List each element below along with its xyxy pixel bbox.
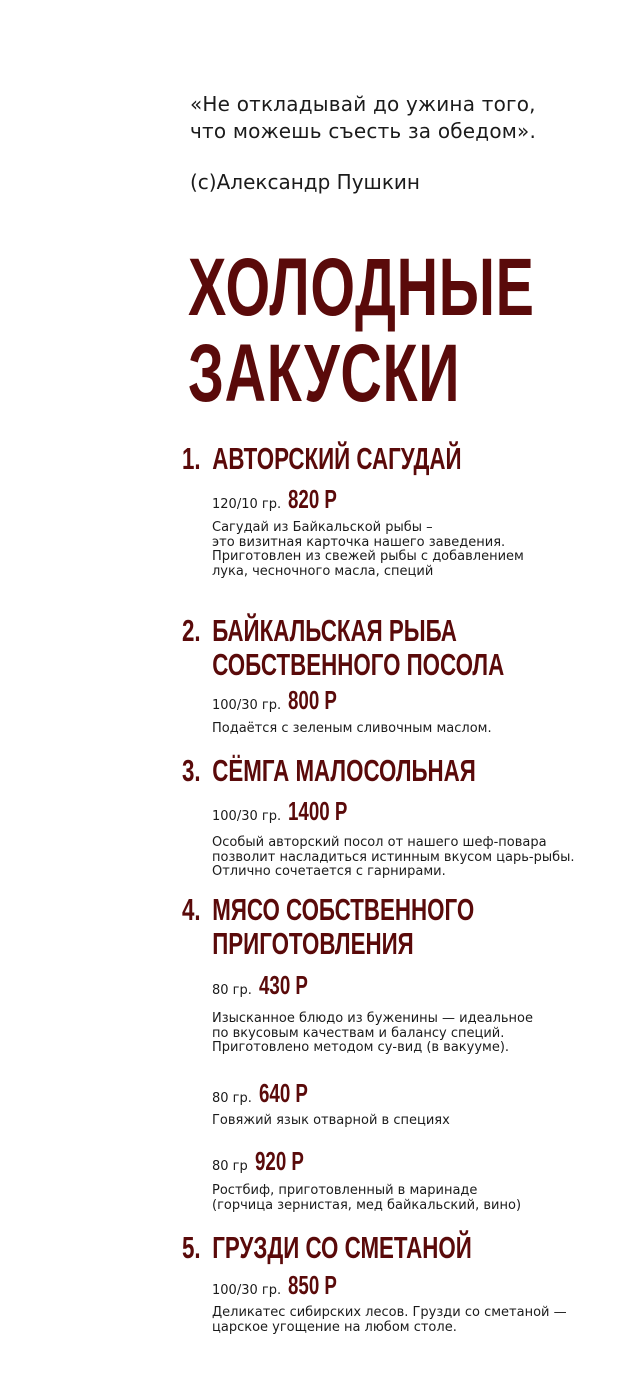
item-number: 5. (182, 1230, 201, 1265)
price-row (212, 971, 327, 999)
item-price: 820 Р (288, 484, 338, 514)
item-weight: 80 гр. (212, 1091, 252, 1106)
item-number: 2. (182, 613, 201, 648)
item-weight: 100/30 гр. (212, 698, 282, 713)
quote-line: «Не откладывай до ужина того, (190, 92, 536, 116)
item-price: 850 Р (288, 1270, 338, 1300)
item-name: БАЙКАЛЬСКАЯ РЫБА (212, 613, 457, 648)
price-row (212, 1271, 356, 1299)
item-weight: 100/30 гр. (212, 1283, 282, 1298)
item-description: Говяжий язык отварной в специях (212, 1113, 450, 1128)
item-price: 920 Р (254, 1146, 304, 1176)
item-name: СЁМГА МАЛОСОЛЬНАЯ (212, 753, 476, 788)
price-row (212, 485, 356, 513)
menu-item-title (182, 754, 476, 788)
price-row (212, 1147, 323, 1175)
item-number: 1. (182, 441, 201, 476)
quote-line: что можешь съесть за обедом». (190, 119, 537, 143)
item-name: ГРУЗДИ СО СМЕТАНОЙ (212, 1230, 472, 1265)
price-row (212, 686, 356, 714)
item-number: 3. (182, 753, 201, 788)
epigraph-quote (190, 91, 536, 145)
item-description: Деликатес сибирских лесов. Грузди со сметаной — царское угощение на любом столе. (212, 1305, 567, 1335)
item-price: 800 Р (288, 685, 338, 715)
price-row (212, 1079, 327, 1107)
item-weight: 80 гр (212, 1159, 248, 1174)
item-name-line2: ПРИГОТОВЛЕНИЯ (212, 926, 414, 961)
menu-item-title (182, 1231, 472, 1265)
item-weight: 100/30 гр. (212, 809, 282, 824)
item-number: 4. (182, 892, 201, 927)
item-weight: 80 гр. (212, 983, 252, 998)
item-weight: 120/10 гр. (212, 497, 282, 512)
menu-item-title (182, 442, 462, 476)
item-price: 430 Р (258, 970, 308, 1000)
item-price: 640 Р (258, 1078, 308, 1108)
item-description: Изысканное блюдо из буженины — идеальное по вкусовым качествам и балансу специй. Приготовлено методом су-вид (в вакууме). (212, 1011, 534, 1055)
section-title (188, 242, 535, 419)
menu-item-title (182, 614, 504, 682)
menu-item-title (182, 893, 474, 961)
price-row (212, 797, 371, 825)
item-name-line2: СОБСТВЕННОГО ПОСОЛА (212, 647, 505, 682)
item-name: АВТОРСКИЙ САГУДАЙ (212, 441, 462, 476)
item-name: МЯСО СОБСТВЕННОГО (212, 892, 475, 927)
item-description: Сагудай из Байкальской рыбы – это визитная карточка нашего заведения. Приготовлен из свежей рыбы с добавлением лука, чесночного масла, специй (212, 520, 524, 579)
quote-author: (c)Александр Пушкин (190, 170, 420, 194)
section-title-line: ЗАКУСКИ (188, 328, 461, 419)
item-description: Ростбиф, приготовленный в маринаде (горчица зернистая, мед байкальский, вино) (212, 1183, 522, 1213)
section-title-line: ХОЛОДНЫЕ (188, 242, 535, 333)
item-description: Особый авторский посол от нашего шеф-повара позволит насладиться истинным вкусом царь-рыбы. Отлично сочетается с гарнирами. (212, 835, 575, 879)
item-description: Подаётся с зеленым сливочным маслом. (212, 721, 492, 736)
item-price: 1400 Р (288, 796, 348, 826)
